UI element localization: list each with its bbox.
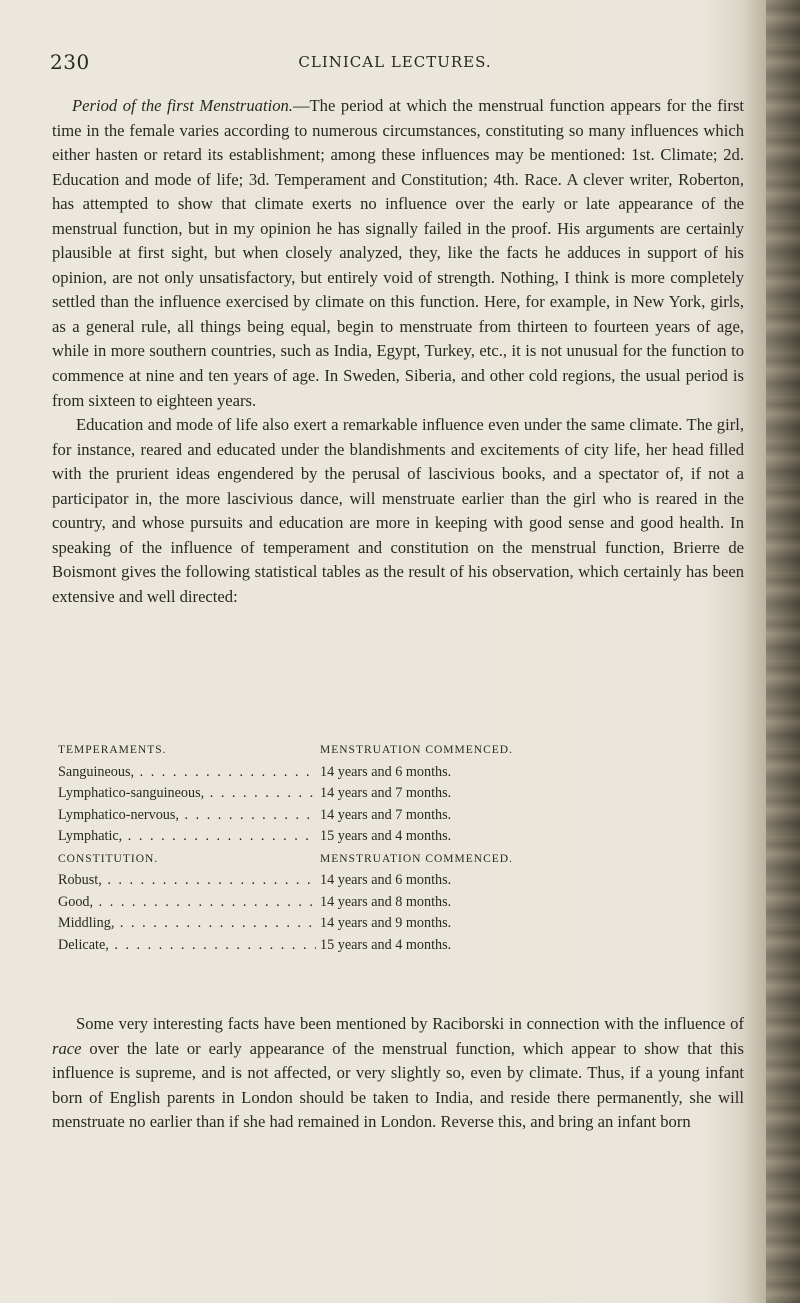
table-row [58,935,698,957]
emphasis-race: race [52,1038,82,1058]
paragraph-text: Some very interesting facts have been mentioned by Raciborski in connection with the influence of [76,1014,744,1033]
table-row [58,870,698,892]
row-value: 15 years and 4 months. [320,828,452,844]
table-row [58,892,698,914]
row-value: 15 years and 4 months. [320,936,452,953]
page-number: 230 [50,50,90,74]
table-row [58,783,698,805]
body-text [52,94,744,609]
column-header: MENSTRUATION COMMENCED. [320,852,513,865]
row-label: Lymphatic, . . [58,826,316,848]
paragraph-text: Education and mode of life also exert a remarkable influence even under the same climate. The girl, for instance, reared and educated under the blandishments and excitements of city life, her head filled with the prurient ideas engendered by the perusal of lascivious books, and a spectator of, if not a participator in, the more lascivious dance, will menstruate earlier than the girl who is reared in the country, and whose pursuits and education are more in keeping with good sense and good health. In speaking of the influence of temperament and constitution on the menstrual function, Brierre de Boismont gives the following statistical tables as the result of his observation, which certainly has been extensive and well directed: [52,415,744,606]
row-label: Good, . . [58,892,316,914]
temperaments-table [58,740,698,848]
row-value: 14 years and 8 months. [320,893,452,910]
paragraph-lead-in: Period of the first Menstruation. [72,96,293,115]
row-label: Sanguineous, . . [58,762,316,784]
paragraph-education [52,413,744,609]
row-value: 14 years and 7 months. [320,806,452,823]
row-value: 14 years and 6 months. [320,872,452,888]
table-row [58,913,698,935]
table-header-row [58,849,698,871]
constitution-table [58,849,698,957]
table-header-row [58,740,698,762]
table-row [58,826,698,848]
paragraph-race [52,1012,744,1135]
row-label: Delicate, . . [58,935,316,957]
row-value: 14 years and 9 months. [320,915,452,931]
row-label: Lymphatico-nervous, . . [58,805,316,827]
page-header [50,50,740,80]
column-header: TEMPERAMENTS. [58,744,167,756]
row-label: Robust, . . [58,870,316,892]
column-header: CONSTITUTION. [58,852,159,865]
book-spine-shadow [766,0,800,1303]
column-header: MENSTRUATION COMMENCED. [320,744,513,756]
running-head: CLINICAL LECTURES. [298,53,492,71]
paragraph-text: over the late or early appearance of the menstrual function, which appear to show that this influence is supreme, and is not affected, or very slightly so, even by climate. Thus, if a young infant born of English parents in London should be taken to India, and reside there permanently, she will menstruate no earlier than if she had remained in London. Reverse this, and bring an infant born [52,1038,744,1132]
closing-text [52,1012,744,1135]
table-row [58,762,698,784]
table-row [58,805,698,827]
paragraph-first-menstruation [52,94,744,413]
row-label: Middling, . . [58,913,316,935]
row-label: Lymphatico-sanguineous, . . [58,783,316,805]
row-value: 14 years and 6 months. [320,763,452,780]
row-value: 14 years and 7 months. [320,785,452,801]
statistical-tables [58,740,698,956]
paragraph-text: —The period at which the menstrual function appears for the first time in the female varies according to numerous circumstances, constituting so many influences which either hasten or retard its establishment; among these influences may be mentioned: 1st. Climate; 2d. Education and mode of life; 3d. Temperament and Constitution; 4th. Race. A clever writer, Roberton, has attempted to show that climate exerts no influence over the early or late appearance of the menstrual function, but in my opinion he has signally failed in the proof. His arguments are certainly plausible at first sight, but when closely analyzed, they, like the facts he adduces in support of his opinion, are not only unsatisfactory, but entirely void of strength. Nothing, I think is more completely settled than the influence exercised by climate on this function. Here, for example, in New York, girls, as a general rule, all things being equal, begin to menstruate from thirteen to fourteen years of age, while in more southern countries, such as India, Egypt, Turkey, etc., it is not unusual for the function to commence at nine and ten years of age. In Sweden, Siberia, and other cold regions, the usual period is from sixteen to eighteen years. [52,96,745,410]
